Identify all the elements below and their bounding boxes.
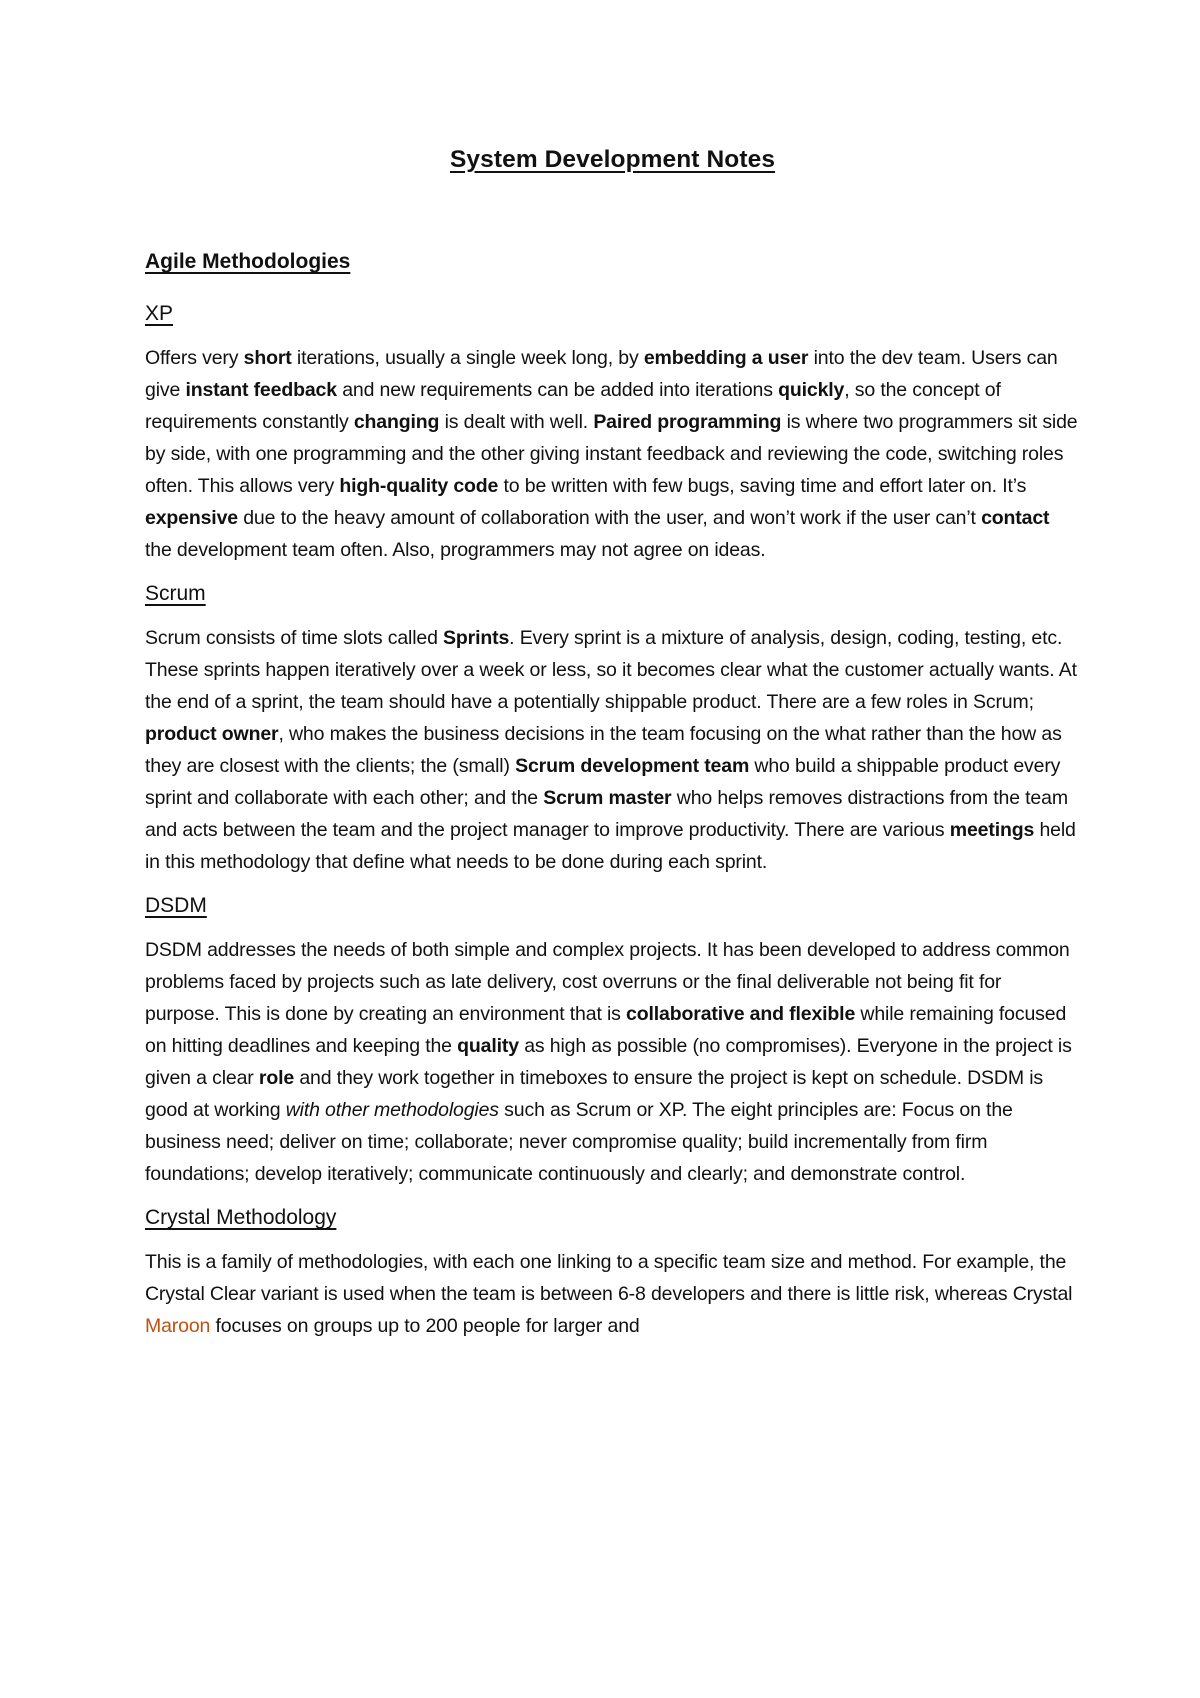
text-run: and they work together in timeboxes to ensure the project is kept on schedule. DSDM is good at working <box>145 1067 1043 1121</box>
text-run: and new requirements can be added into iterations <box>336 379 779 401</box>
text-run: DSDM addresses the needs of both simple and complex projects. It has been developed to address common problems faced by projects such as late delivery, cost overruns or the final deliverable not being fit for purpose. This is done by creating an environment that is <box>145 939 1070 1025</box>
paragraph-scrum <box>145 622 1080 878</box>
text-run: , who makes the business decisions in the team focusing on the what rather than the how as they are closest with the clients; the (small) <box>145 723 1062 777</box>
subheading-crystal: Crystal Methodology <box>145 1206 337 1229</box>
text-run: due to the heavy amount of collaboration with the user, and won’t work if the user can’t <box>237 507 982 529</box>
highlighted-term: Maroon <box>145 1315 211 1337</box>
text-run: while remaining focused on hitting deadlines and keeping the <box>145 1003 1067 1057</box>
text-run: This is a family of methodologies, with each one linking to a specific team size and method. For example, the Crystal Clear variant is used when the team is between 6-8 developers and there is little risk, whereas Crystal <box>145 1251 1073 1305</box>
paragraph-xp <box>145 342 1080 566</box>
text-run: Offers very <box>145 347 244 369</box>
text-run: . Every sprint is a mixture of analysis, design, coding, testing, etc. These sprints happen iteratively over a week or less, so it becomes clear what the customer actually wants. At the end of a sprint, the team should have a potentially shippable product. There are a few roles in Scrum; <box>145 627 1077 713</box>
bold-term: product owner <box>145 723 279 745</box>
text-run: the development team often. Also, programmers may not agree on ideas. <box>145 539 766 561</box>
text-run: is dealt with well. <box>439 411 594 433</box>
bold-term: Sprints <box>443 627 510 649</box>
text-run: who helps removes distractions from the team and acts between the team and the project manager to improve productivity. There are various <box>145 787 1068 841</box>
italic-term: with other methodologies <box>285 1099 499 1121</box>
bold-term: role <box>258 1067 295 1089</box>
bold-term: high-quality code <box>339 475 499 497</box>
page-title: System Development Notes <box>449 146 776 173</box>
bold-term: Scrum master <box>543 787 672 809</box>
text-run: held in this methodology that define what needs to be done during each sprint. <box>145 819 1076 873</box>
text-run: focuses on groups up to 200 people for larger and <box>210 1315 640 1337</box>
bold-term: expensive <box>145 507 238 529</box>
paragraph-crystal <box>145 1246 1080 1342</box>
bold-term: instant feedback <box>185 379 337 401</box>
text-run: Scrum consists of time slots called <box>145 627 444 649</box>
bold-term: quickly <box>778 379 845 401</box>
text-run: such as Scrum or XP. The eight principles are: Focus on the business need; deliver on time; collaborate; never compromise quality; build incrementally from firm foundations; develop iteratively; communicate continuously and clearly; and demonstrate control. <box>145 1099 1013 1185</box>
section-heading-agile: Agile Methodologies <box>145 250 351 273</box>
subheading-xp: XP <box>145 302 174 325</box>
bold-term: short <box>243 347 292 369</box>
bold-term: Paired programming <box>593 411 782 433</box>
text-run: to be written with few bugs, saving time and effort later on. It’s <box>498 475 1027 497</box>
subheading-dsdm: DSDM <box>145 894 207 917</box>
text-run: as high as possible (no compromises). Everyone in the project is given a clear <box>145 1035 1072 1089</box>
text-run: who build a shippable product every sprint and collaborate with each other; and the <box>145 755 1061 809</box>
bold-term: changing <box>353 411 440 433</box>
bold-term: quality <box>457 1035 519 1057</box>
bold-term: collaborative and flexible <box>626 1003 856 1025</box>
text-run: is where two programmers sit side by side, with one programming and the other giving instant feedback and reviewing the code, switching roles often. This allows very <box>145 411 1078 497</box>
bold-term: meetings <box>949 819 1035 841</box>
text-run: iterations, usually a single week long, by <box>291 347 644 369</box>
paragraph-dsdm <box>145 934 1080 1190</box>
bold-term: embedding a user <box>643 347 809 369</box>
text-run: into the dev team. Users can give <box>145 347 1058 401</box>
subheading-scrum: Scrum <box>145 582 206 605</box>
bold-term: Scrum development team <box>515 755 750 777</box>
text-run: , so the concept of requirements constantly <box>145 379 1001 433</box>
bold-term: contact <box>981 507 1050 529</box>
